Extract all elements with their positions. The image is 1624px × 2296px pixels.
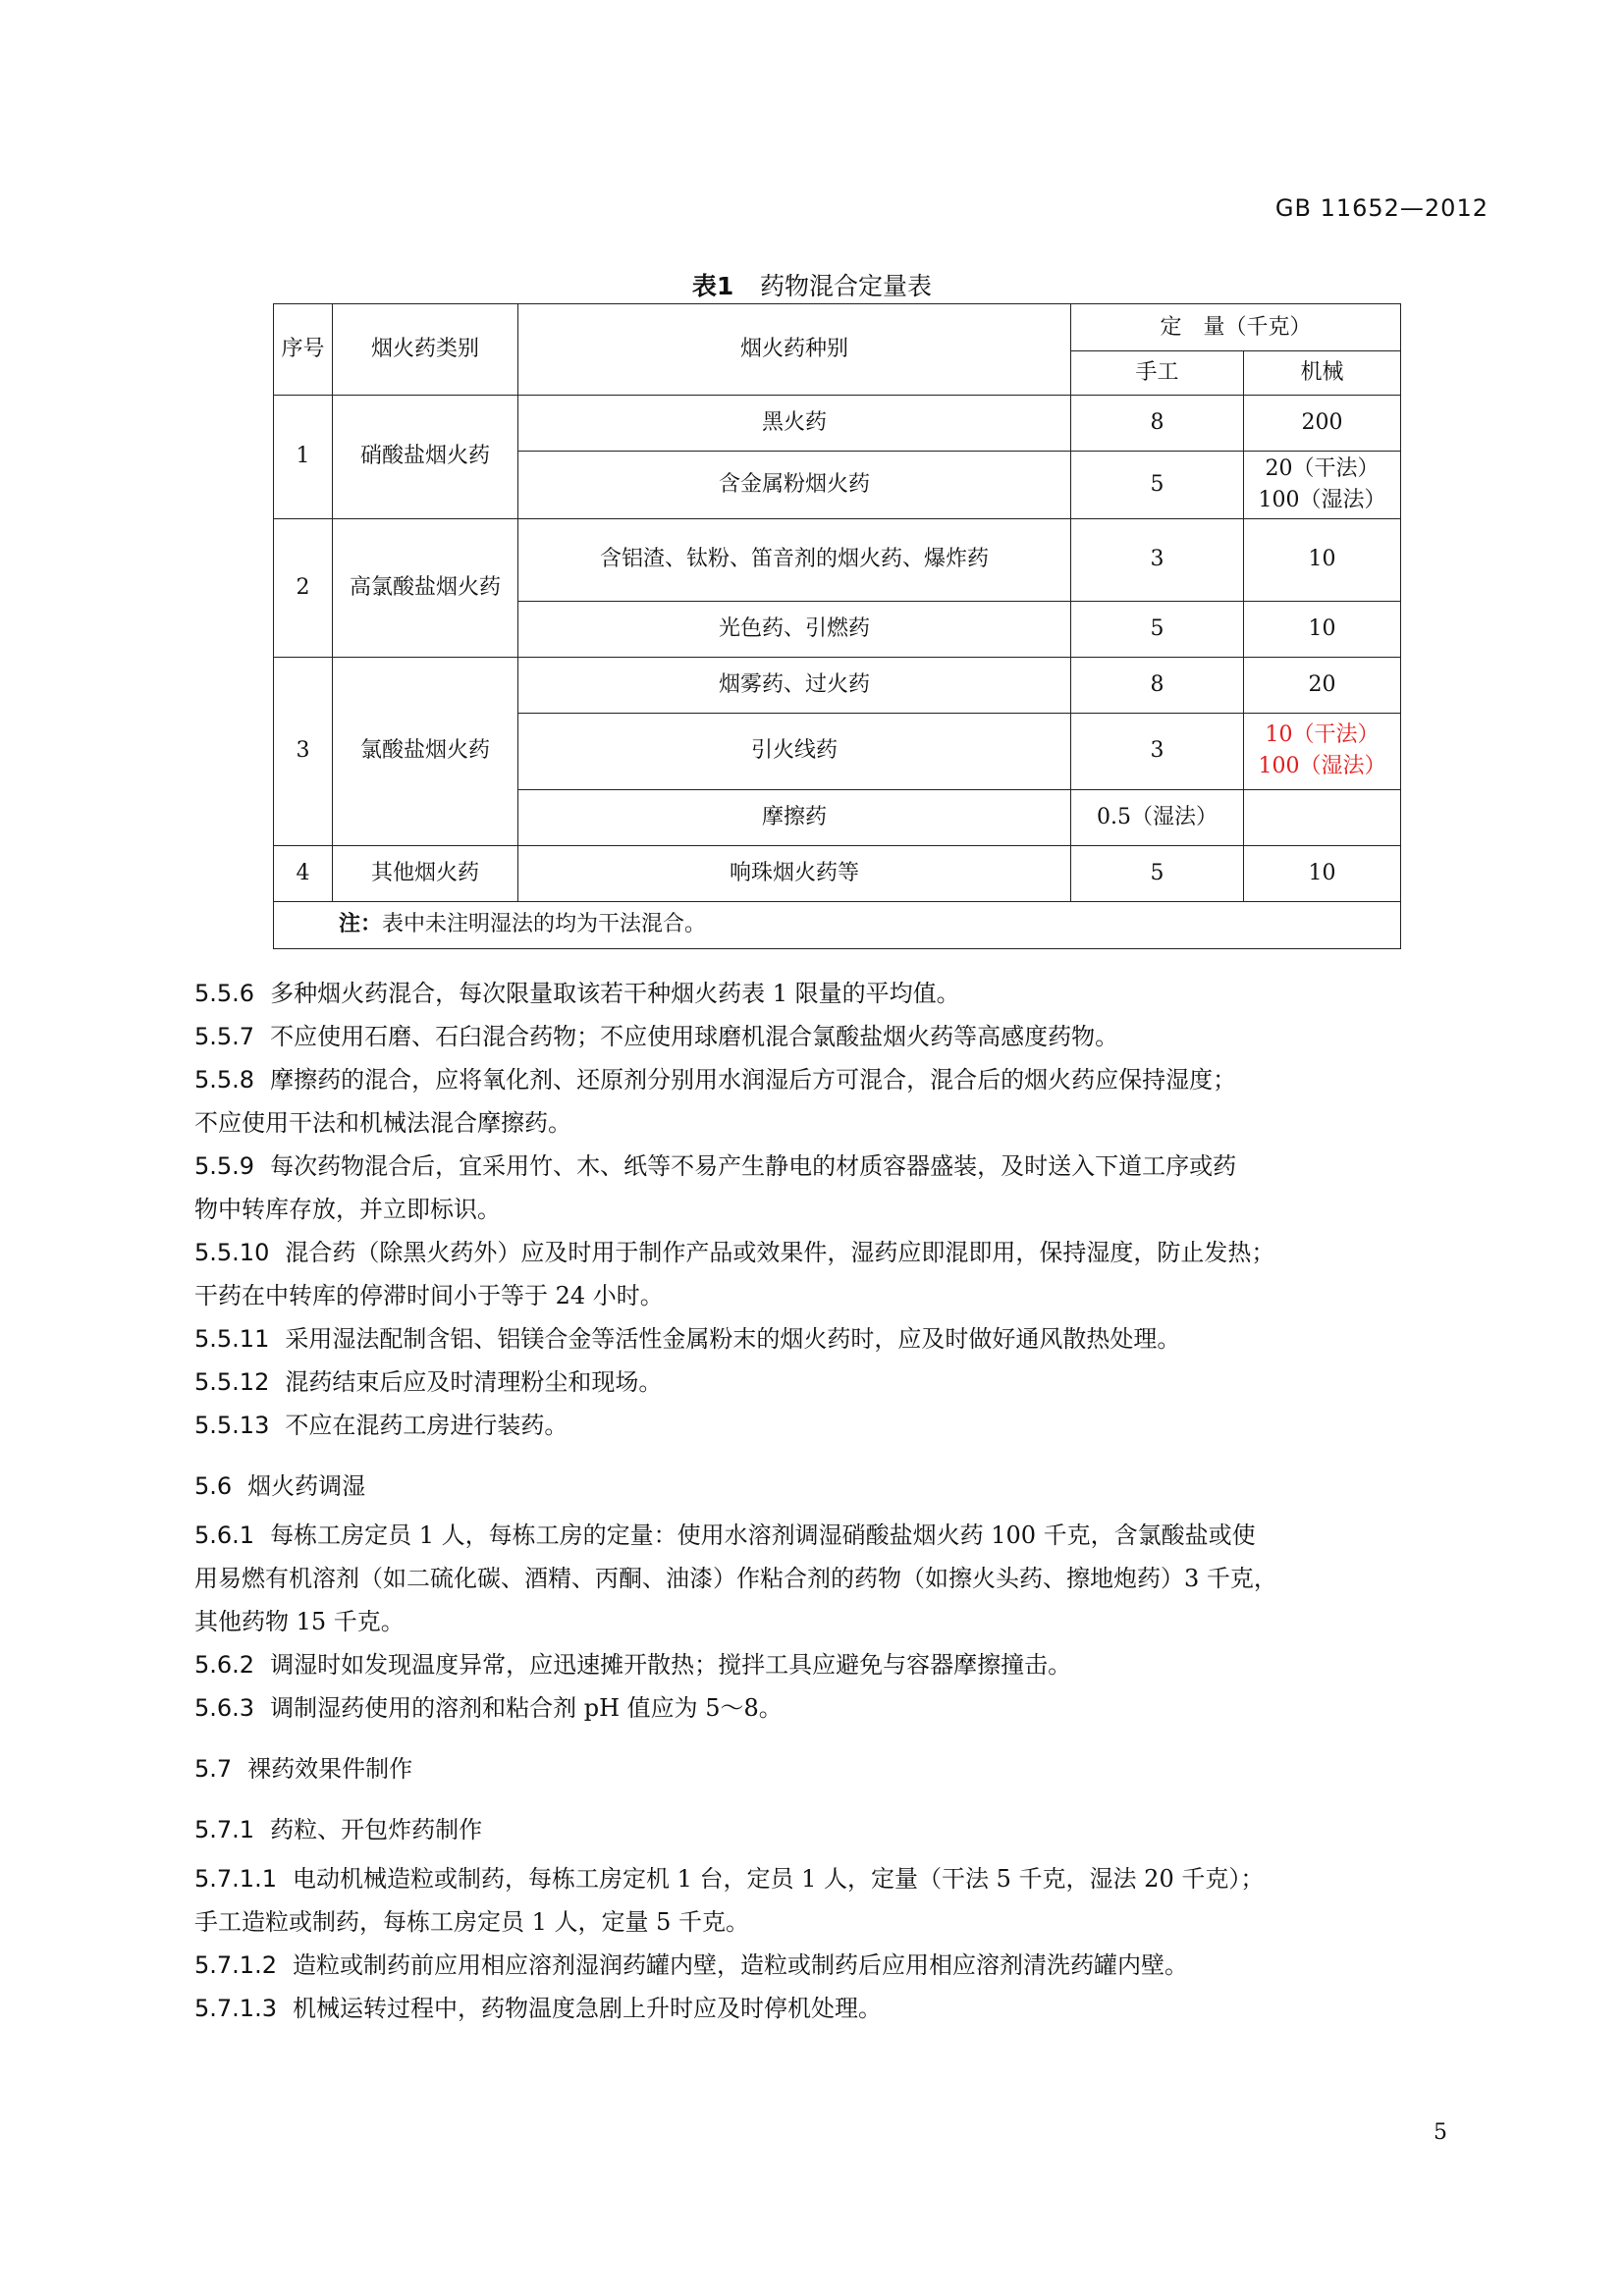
section-title: 裸药效果件制作 [247, 1755, 413, 1783]
manual-cell: 5 [1071, 601, 1244, 657]
clause [194, 1987, 1479, 2030]
clause-text: 机械运转过程中，药物温度急剧上升时应及时停机处理。 [292, 1995, 882, 2022]
manual-cell: 8 [1071, 657, 1244, 713]
section-number: 5.6 [194, 1472, 233, 1500]
machine-cell: 10 [1244, 845, 1401, 901]
table-caption-label: 表1 [691, 272, 734, 300]
kind-cell: 引火线药 [518, 713, 1071, 789]
machine-value-highlight: 10（干法） [1265, 722, 1380, 748]
clause-text: 用易燃有机溶剂（如二硫化碳、酒精、丙酮、油漆）作粘合剂的药物（如擦火头药、擦地炮药）3 千克， [194, 1565, 1277, 1592]
clause-text: 每次药物混合后，宜采用竹、木、纸等不易产生静电的材质容器盛装，及时送入下道工序或药 [270, 1152, 1237, 1180]
header-category: 烟火药类别 [333, 304, 518, 396]
manual-cell: 8 [1071, 396, 1244, 452]
clause-continuation [194, 1900, 1479, 1944]
row-number: 4 [274, 845, 333, 901]
row-number: 1 [274, 396, 333, 519]
machine-cell: 10 [1244, 518, 1401, 601]
clause-number: 5.6.2 [194, 1651, 255, 1679]
clause-text: 其他药物 15 千克。 [194, 1608, 405, 1635]
clause-text: 造粒或制药前应用相应溶剂湿润药罐内壁，造粒或制药后应用相应溶剂清洗药罐内壁。 [292, 1951, 1188, 1979]
clause-text: 摩擦药的混合，应将氧化剂、还原剂分别用水润湿后方可混合，混合后的烟火药应保持湿度； [270, 1066, 1237, 1094]
kind-cell: 含金属粉烟火药 [518, 452, 1071, 519]
section-title: 药粒、开包炸药制作 [270, 1816, 483, 1843]
header-machine: 机械 [1244, 351, 1401, 396]
clause [194, 1058, 1479, 1101]
machine-cell [1244, 713, 1401, 789]
clause-number: 5.5.13 [194, 1412, 270, 1439]
body-text [194, 972, 1479, 2030]
clause-text: 干药在中转库的停滞时间小于等于 24 小时。 [194, 1282, 664, 1309]
clause-number: 5.5.12 [194, 1368, 270, 1396]
clause [194, 1857, 1479, 1900]
machine-cell [1244, 452, 1401, 519]
clause-number: 5.6.1 [194, 1522, 255, 1549]
clause-number: 5.5.8 [194, 1066, 255, 1094]
header-kind: 烟火药种别 [518, 304, 1071, 396]
clause [194, 1686, 1479, 1730]
section-heading [194, 1465, 1479, 1508]
clause-number: 5.7.1.2 [194, 1951, 277, 1979]
kind-cell: 摩擦药 [518, 789, 1071, 845]
header-manual: 手工 [1071, 351, 1244, 396]
clause-text: 调制湿药使用的溶剂和粘合剂 pH 值应为 5～8。 [270, 1694, 783, 1722]
clause-number: 5.7.1.3 [194, 1995, 277, 2022]
header-quota: 定 量（千克） [1071, 304, 1401, 351]
kind-cell: 黑火药 [518, 396, 1071, 452]
clause [194, 1317, 1479, 1361]
note-label: 注： [339, 912, 383, 937]
clause-number: 5.5.6 [194, 980, 255, 1007]
clause [194, 1231, 1479, 1274]
category-cell: 氯酸盐烟火药 [333, 657, 518, 845]
table-caption [0, 267, 1624, 302]
machine-value-highlight: 100（湿法） [1258, 754, 1386, 779]
section-heading [194, 1747, 1479, 1790]
category-cell: 硝酸盐烟火药 [333, 396, 518, 519]
clause [194, 1145, 1479, 1188]
section-title: 烟火药调湿 [247, 1472, 366, 1500]
clause-number: 5.5.11 [194, 1325, 270, 1353]
standard-number: GB 11652—2012 [1274, 194, 1489, 222]
section-number: 5.7.1 [194, 1816, 255, 1843]
clause [194, 1944, 1479, 1987]
clause-text: 手工造粒或制药，每栋工房定员 1 人，定量 5 千克。 [194, 1908, 750, 1936]
clause-text: 混药结束后应及时清理粉尘和现场。 [285, 1368, 663, 1396]
page-number: 5 [1434, 2120, 1447, 2145]
machine-value: 100（湿法） [1258, 487, 1386, 512]
clause-text: 每栋工房定员 1 人，每栋工房的定量：使用水溶剂调湿硝酸盐烟火药 100 千克，含氯酸盐或使 [270, 1522, 1256, 1549]
section-heading [194, 1808, 1479, 1851]
manual-cell: 3 [1071, 518, 1244, 601]
clause [194, 972, 1479, 1015]
note-text: 表中未注明湿法的均为干法混合。 [382, 912, 707, 937]
clause-text: 采用湿法配制含铝、铝镁合金等活性金属粉末的烟火药时，应及时做好通风散热处理。 [285, 1325, 1181, 1353]
manual-cell: 3 [1071, 713, 1244, 789]
kind-cell: 响珠烟火药等 [518, 845, 1071, 901]
clause [194, 1015, 1479, 1058]
machine-cell: 20 [1244, 657, 1401, 713]
clause [194, 1643, 1479, 1686]
manual-cell: 5 [1071, 845, 1244, 901]
clause-number: 5.7.1.1 [194, 1865, 277, 1893]
header-seq: 序号 [274, 304, 333, 396]
clause-continuation [194, 1600, 1479, 1643]
clause-number: 5.5.9 [194, 1152, 255, 1180]
clause-continuation [194, 1188, 1479, 1231]
clause-number: 5.5.10 [194, 1239, 270, 1266]
machine-cell [1244, 789, 1401, 845]
category-cell: 高氯酸盐烟火药 [333, 518, 518, 657]
clause-text: 调湿时如发现温度异常，应迅速摊开散热；搅拌工具应避免与容器摩擦撞击。 [270, 1651, 1072, 1679]
manual-cell: 0.5（湿法） [1071, 789, 1244, 845]
kind-cell: 光色药、引燃药 [518, 601, 1071, 657]
machine-cell: 200 [1244, 396, 1401, 452]
row-number: 2 [274, 518, 333, 657]
clause-continuation [194, 1557, 1479, 1600]
machine-value: 20（干法） [1265, 456, 1380, 481]
clause-text: 不应使用石磨、石臼混合药物；不应使用球磨机混合氯酸盐烟火药等高感度药物。 [270, 1023, 1119, 1050]
machine-cell: 10 [1244, 601, 1401, 657]
clause-text: 不应使用干法和机械法混合摩擦药。 [194, 1109, 571, 1137]
clause-text: 电动机械造粒或制药，每栋工房定机 1 台，定员 1 人，定量（干法 5 千克，湿法 20 千克）； [292, 1865, 1265, 1893]
category-cell: 其他烟火药 [333, 845, 518, 901]
table-note [274, 901, 1401, 948]
clause-text: 物中转库存放，并立即标识。 [194, 1196, 501, 1223]
clause [194, 1361, 1479, 1404]
kind-cell: 烟雾药、过火药 [518, 657, 1071, 713]
clause-text: 混合药（除黑火药外）应及时用于制作产品或效果件，湿药应即混即用，保持湿度，防止发热； [285, 1239, 1275, 1266]
clause-number: 5.6.3 [194, 1694, 255, 1722]
clause-number: 5.5.7 [194, 1023, 255, 1050]
clause-continuation [194, 1101, 1479, 1145]
section-number: 5.7 [194, 1755, 233, 1783]
clause [194, 1404, 1479, 1447]
mixing-quota-table [273, 303, 1401, 949]
clause [194, 1514, 1479, 1557]
kind-cell: 含铝渣、钛粉、笛音剂的烟火药、爆炸药 [518, 518, 1071, 601]
row-number: 3 [274, 657, 333, 845]
clause-continuation [194, 1274, 1479, 1317]
clause-text: 不应在混药工房进行装药。 [285, 1412, 568, 1439]
table-caption-title: 药物混合定量表 [760, 272, 933, 300]
manual-cell: 5 [1071, 452, 1244, 519]
clause-text: 多种烟火药混合，每次限量取该若干种烟火药表 1 限量的平均值。 [270, 980, 960, 1007]
